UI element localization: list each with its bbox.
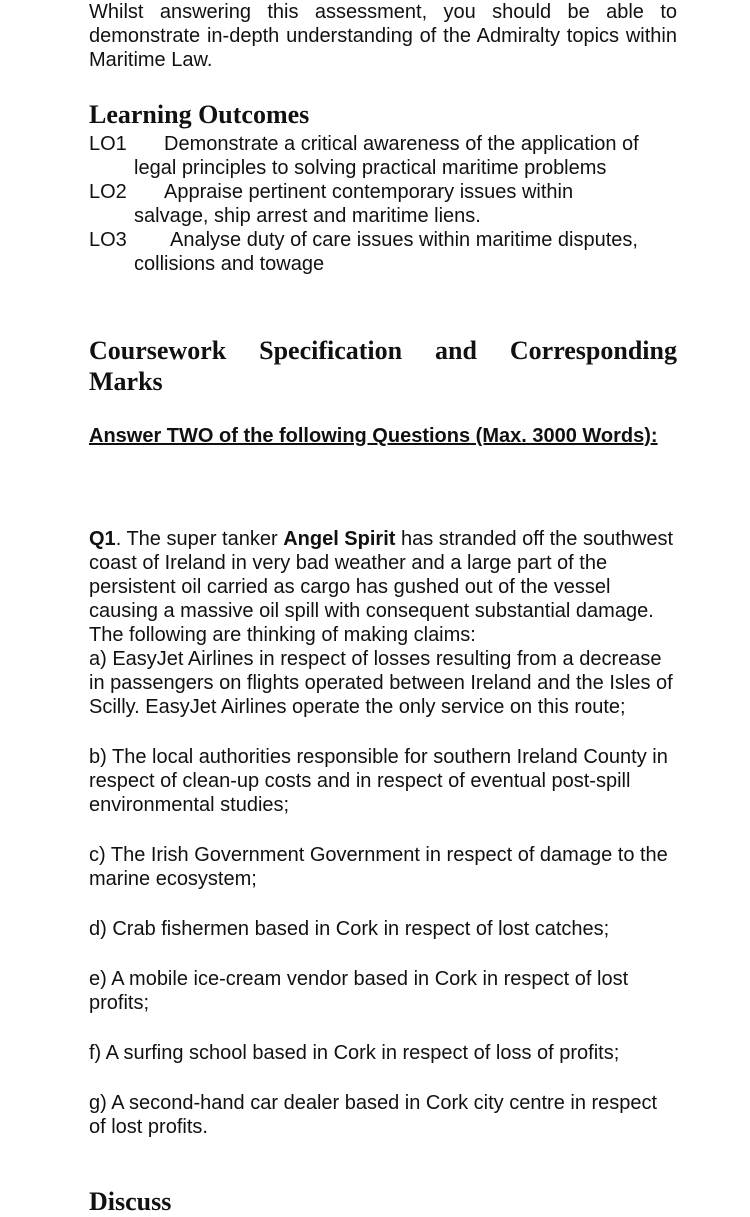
- learning-outcome-text-cont: salvage, ship arrest and maritime liens.: [134, 205, 481, 227]
- learning-outcome-code: LO2: [89, 181, 127, 203]
- question-intro-text: . The super tanker: [115, 528, 284, 550]
- learning-outcome-item: [89, 228, 677, 276]
- learning-outcome-code: LO3: [89, 229, 127, 251]
- claim-item-a: a) EasyJet Airlines in respect of losses resulting from a decrease in passengers on flights operated between Ireland and the Isles of Scilly. EasyJet Airlines operate the only service on this route;: [89, 648, 673, 718]
- discuss-heading: Discuss: [89, 1187, 172, 1216]
- claim-item-b: b) The local authorities responsible for southern Ireland County in respect of clean-up costs and in respect of eventual post-spill environmental studies;: [89, 746, 668, 816]
- question-label: Q1: [89, 528, 116, 550]
- learning-outcome-text-cont: legal principles to solving practical maritime problems: [134, 157, 607, 179]
- answer-instruction-colon: :: [650, 425, 658, 447]
- learning-outcome-text: Appraise pertinent contemporary issues within: [164, 181, 574, 203]
- learning-outcome-item: [89, 132, 677, 180]
- vessel-name: Angel Spirit: [283, 528, 396, 550]
- question-intro-text-cont: has stranded off the southwest coast of Ireland in very bad weather and a large part of the persistent oil carried as cargo has gushed out of the vessel causing a massive oil spill with consequent substantial damage. The following are thinking of making claims:: [89, 528, 674, 646]
- learning-outcomes-list: [89, 132, 677, 276]
- learning-outcomes-heading: Learning Outcomes: [89, 100, 310, 129]
- claim-item-c: c) The Irish Government Government in respect of damage to the marine ecosystem;: [89, 844, 668, 890]
- learning-outcome-code: LO1: [89, 133, 127, 155]
- question-1: [89, 527, 677, 1139]
- claim-item-e: e) A mobile ice-cream vendor based in Cork in respect of lost profits;: [89, 968, 629, 1014]
- claim-item-g: g) A second-hand car dealer based in Cork city centre in respect of lost profits.: [89, 1092, 658, 1138]
- intro-paragraph: Whilst answering this assessment, you should be able to demonstrate in-depth understanding of the Admiralty topics within Maritime Law.: [89, 1, 677, 71]
- learning-outcome-item: [89, 180, 677, 228]
- claim-item-f: f) A surfing school based in Cork in respect of loss of profits;: [89, 1042, 620, 1064]
- answer-instruction-text: Answer TWO of the following Questions (Max. 3000 Words): [89, 425, 651, 447]
- question-1-intro: [89, 527, 677, 647]
- claim-item-d: d) Crab fishermen based in Cork in respect of lost catches;: [89, 918, 610, 940]
- learning-outcome-text-cont: collisions and towage: [134, 253, 325, 275]
- answer-instruction: [89, 424, 677, 448]
- learning-outcome-text: Analyse duty of care issues within maritime disputes,: [170, 229, 638, 251]
- coursework-heading: Coursework Specification and Corresponding Marks: [89, 336, 677, 396]
- learning-outcome-text: Demonstrate a critical awareness of the application of: [164, 133, 639, 155]
